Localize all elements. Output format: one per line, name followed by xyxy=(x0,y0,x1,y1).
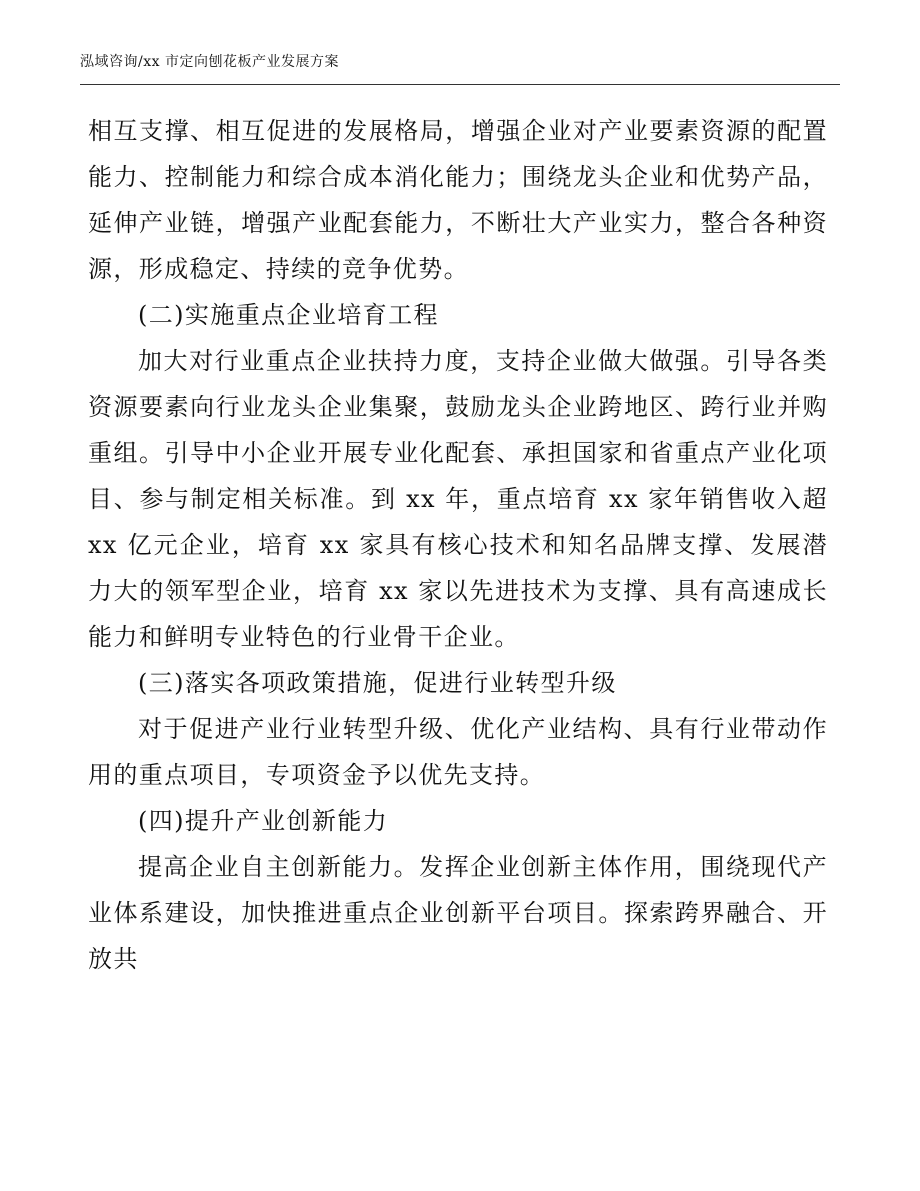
section-heading-3: (三)落实各项政策措施，促进行业转型升级 xyxy=(138,669,617,697)
header-title: 泓域咨询/xx 市定向刨花板产业发展方案 xyxy=(80,54,339,70)
paragraph-continuation: 相互支撑、相互促进的发展格局，增强企业对产业要素资源的配置能力、控制能力和综合成本消化能力；围绕龙头企业和优势产品，延伸产业链，增强产业配套能力，不断壮大产业实力，整合各种资源，形成稳定、持续的竞争优势。 xyxy=(88,117,828,283)
page-header xyxy=(80,48,840,85)
paragraph-section-3: 对于促进产业行业转型升级、优化产业结构、具有行业带动作用的重点项目，专项资金予以优先支持。 xyxy=(88,715,828,789)
paragraph-section-4: 提高企业自主创新能力。发挥企业创新主体作用，围绕现代产业体系建设，加快推进重点企业创新平台项目。探索跨界融合、开放共 xyxy=(88,853,828,973)
document-body xyxy=(88,108,828,982)
section-heading-2: (二)实施重点企业培育工程 xyxy=(138,301,439,329)
paragraph-section-2: 加大对行业重点企业扶持力度，支持企业做大做强。引导各类资源要素向行业龙头企业集聚，鼓励龙头企业跨地区、跨行业并购重组。引导中小企业开展专业化配套、承担国家和省重点产业化项目、参与制定相关标准。到 xx 年，重点培育 xx 家年销售收入超 xx 亿元企业，培育 xx 家具有核心技术和知名品牌支撑、发展潜力大的领军型企业，培育 xx 家以先进技术为支撑、具有高速成长能力和鲜明专业特色的行业骨干企业。 xyxy=(88,347,828,651)
section-heading-4: (四)提升产业创新能力 xyxy=(138,807,389,835)
